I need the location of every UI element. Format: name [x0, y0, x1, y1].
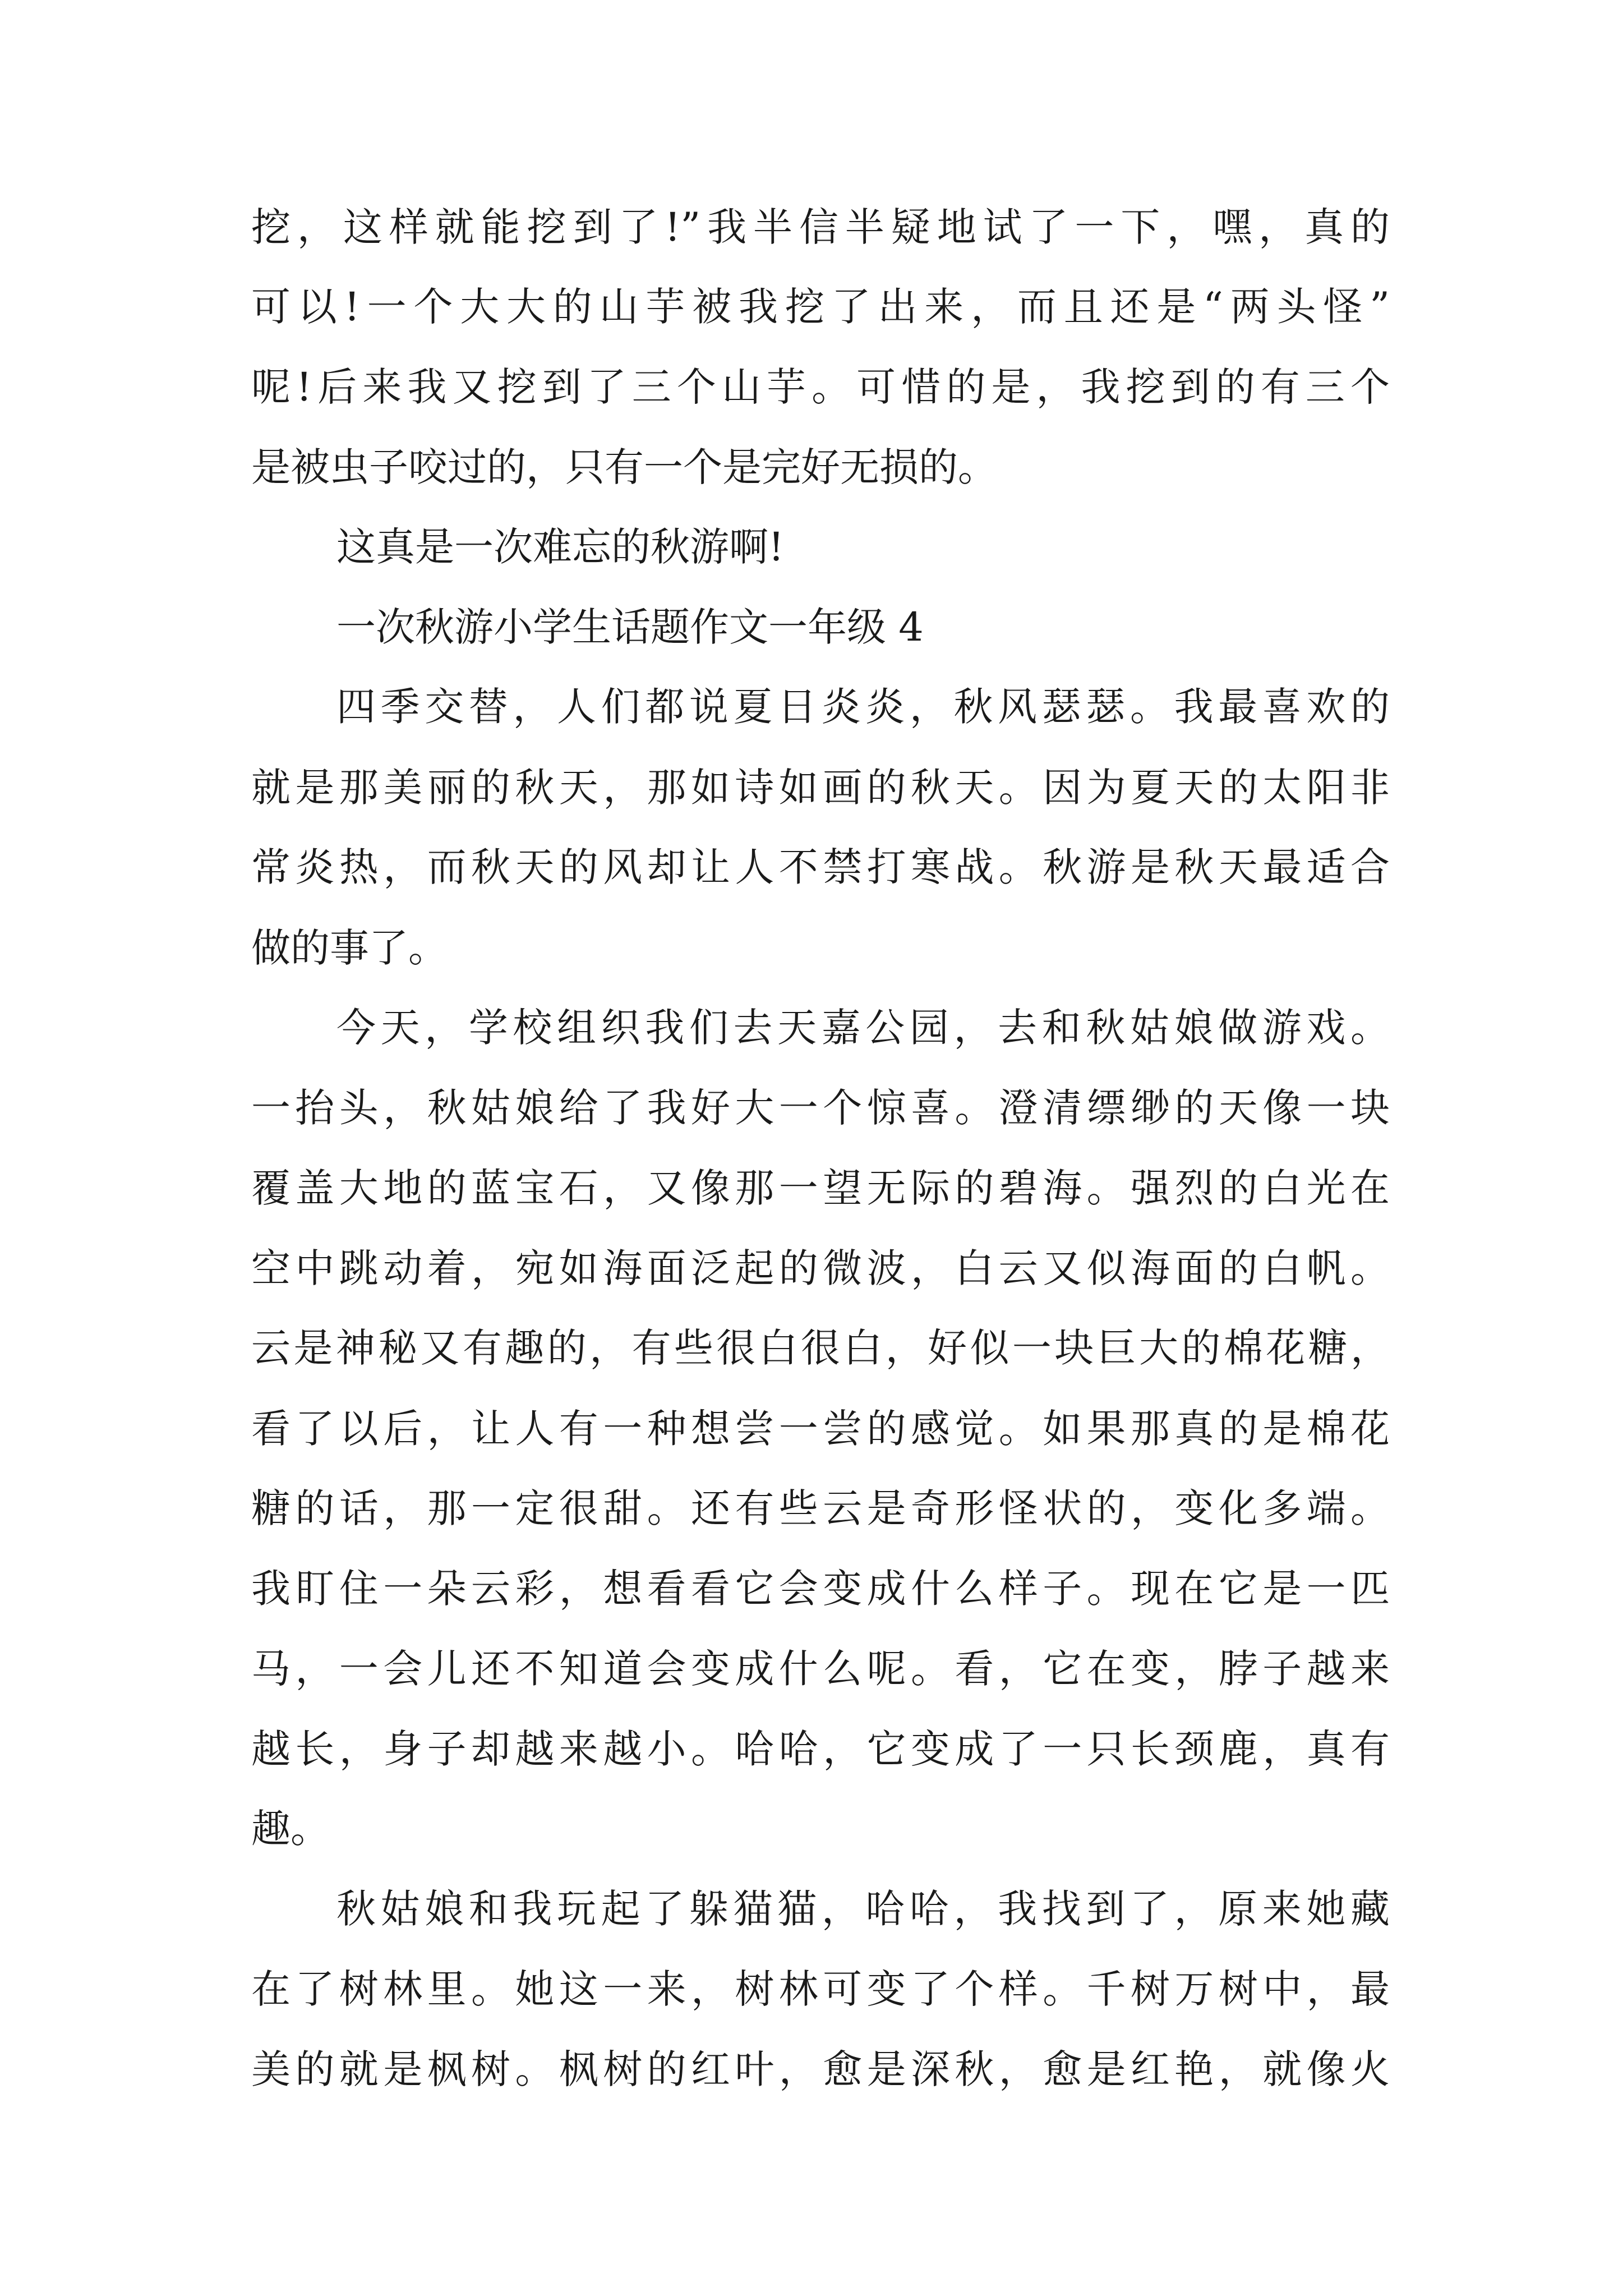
text-line: 秋姑娘和我玩起了躲猫猫，哈哈，我找到了，原来她藏 [336, 1886, 1390, 1932]
text-line: 是被虫子咬过的，只有一个是完好无损的。 [251, 444, 997, 490]
text-line: 马，一会儿还不知道会变成什么呢。看，它在变，脖子越来 [251, 1646, 1390, 1692]
text-line: 覆盖大地的蓝宝石，又像那一望无际的碧海。强烈的白光在 [251, 1165, 1390, 1211]
text-line: 空中跳动着，宛如海面泛起的微波，白云又似海面的白帆。 [251, 1245, 1390, 1291]
section-heading: 一次秋游小学生话题作文一年级 4 [336, 604, 924, 650]
text-line: 常炎热，而秋天的风却让人不禁打寒战。秋游是秋天最适合 [251, 844, 1390, 890]
text-line: 挖，这样就能挖到了!”我半信半疑地试了一下，嘿，真的 [251, 204, 1390, 250]
text-line: 越长，身子却越来越小。哈哈，它变成了一只长颈鹿，真有 [251, 1726, 1390, 1772]
text-line: 呢!后来我又挖到了三个山芋。可惜的是，我挖到的有三个 [251, 364, 1390, 410]
text-line: 今天，学校组织我们去天嘉公园，去和秋姑娘做游戏。 [336, 1005, 1390, 1051]
text-line: 做的事了。 [251, 925, 448, 971]
text-line: 我盯住一朵云彩，想看看它会变成什么样子。现在它是一匹 [251, 1566, 1390, 1612]
text-line: 一抬头，秋姑娘给了我好大一个惊喜。澄清缥缈的天像一块 [251, 1085, 1390, 1131]
text-line: 可以!一个大大的山芋被我挖了出来，而且还是“两头怪” [251, 284, 1390, 330]
text-line: 趣。 [251, 1806, 330, 1852]
text-line: 四季交替，人们都说夏日炎炎，秋风瑟瑟。我最喜欢的 [336, 684, 1390, 730]
text-line: 糖的话，那一定很甜。还有些云是奇形怪状的，变化多端。 [251, 1485, 1390, 1531]
text-line: 在了树林里。她这一来，树林可变了个样。千树万树中，最 [251, 1966, 1390, 2012]
text-line: 看了以后，让人有一种想尝一尝的感觉。如果那真的是棉花 [251, 1406, 1390, 1452]
text-line: 就是那美丽的秋天，那如诗如画的秋天。因为夏天的太阳非 [251, 765, 1390, 811]
text-line: 云是神秘又有趣的，有些很白很白，好似一块巨大的棉花糖， [251, 1325, 1390, 1371]
text-line: 美的就是枫树。枫树的红叶，愈是深秋，愈是红艳，就像火 [251, 2046, 1390, 2092]
text-line: 这真是一次难忘的秋游啊! [336, 524, 785, 570]
